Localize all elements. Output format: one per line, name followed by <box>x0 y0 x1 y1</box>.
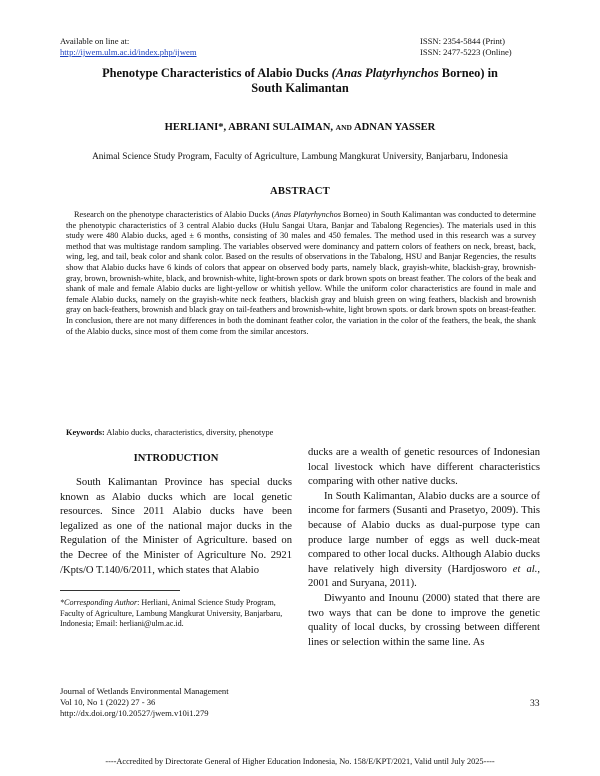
intro-paragraph-1: South Kalimantan Province has special ducks known as Alabio ducks which are local genetic resources. Since 2011 Alabio ducks have been legalized as one of the national major ducks in the Regulation of the Minister of Agriculture. based on the Decree of the Minister of Agriculture No. 2921 /Kpts/O T.140/6/2011, which states that Alabio <box>60 477 292 576</box>
affiliation: Animal Science Study Program, Faculty of Agriculture, Lambung Mangkurat University, Banjarbaru, Indonesia <box>92 152 508 162</box>
author-and: AND <box>335 123 352 132</box>
journal-volume: Vol 10, No 1 (2022) 27 - 36 <box>60 697 156 707</box>
intro-paragraph-2 <box>308 490 540 592</box>
footnote-label: *Corresponding Author <box>60 598 138 607</box>
author-list <box>60 122 540 133</box>
title-part2: Borneo) in <box>438 66 498 80</box>
left-column <box>60 476 292 578</box>
journal-doi: http://dx.doi.org/10.20527/jwem.v10i1.279 <box>60 708 209 718</box>
abstract-heading: ABSTRACT <box>269 186 331 197</box>
issn-online: ISSN: 2477-5223 (Online) <box>420 47 512 57</box>
introduction-heading: INTRODUCTION <box>133 453 219 464</box>
abstract-body <box>66 210 536 337</box>
author-names: HERLIANI*, ABRANI SULAIMAN, <box>164 122 334 133</box>
p2-end: , 2001 and Suryana, 2011). <box>308 563 540 590</box>
page-number: 33 <box>530 698 540 709</box>
abstract-pre: Research on the phenotype characteristics of Alabio Ducks ( <box>74 210 275 219</box>
title-species: (Anas Platyrhynchos <box>331 66 439 80</box>
p2-text: In South Kalimantan, Alabio ducks are a source of income for farmers (Susanti and Prasetyo, 2009). This because of Alabio ducks as dual-purpose type can produce large number of eggs as well duck-meat compared to other local ducks. Although Alabio ducks have relatively high diversity (Hardjosworo <box>308 490 540 575</box>
journal-name: Journal of Wetlands Environmental Management <box>60 686 229 696</box>
paper-title <box>60 66 540 96</box>
abstract-post: Borneo) in South Kalimantan was conducted to determine the phenotypic characteristics of 3 central Alabio ducks (Hulu Sangai Utara, Banjar and Tabalong Regencies). The materials used in this study were 480 Alabio ducks, aged ± 6 months, consisting of 30 males and 450 females. The method used in this research was a survey method that was multistage random sampling. The variables observed were dominancy and pattern colors of feathers on neck, breast, back, wing, leg, and tail, beak color and shank color. Based on the results of observations in the Tabalong, HSU and Banjar Regencies, the results show that Alabio ducks have 6 kinds of colors that appear on observed body parts, namely black, grayish-white, blackish-gray, brownish-gray, brown, brownish-white, black, and brownish-white, light-brown spots or dark brown spots on breast feather. The colors of the beak and shank of male and female Alabio ducks are light-yellow or whitish yellow. While the uniform color characteristics are found in male and female Alabio ducks, namely on the grayish-white neck feathers, blackish gray and bluish green on wing feathers, blackish and brownish gray on back-feathers, brownish and black gray on tail-feathers and brownish-white, light brown spots. or dark brown spots on breast-feather. In conclusion, there are not many differences in both the dominant feather color, the variation in the color of the feathers, the beak, the shank of the Alabio ducks, since most of them come from the similar ancestors. <box>66 210 536 336</box>
intro-paragraph-3: Diwyanto and Inounu (2000) stated that there are two ways that can be done to improve the genetic quality of local ducks, by crossing between different lines or selection within the same line. As <box>308 592 540 648</box>
corresponding-footnote <box>60 598 292 630</box>
journal-url-link[interactable]: http://ijwem.ulm.ac.id/index.php/ijwem <box>60 47 197 57</box>
author-last: ADNAN YASSER <box>354 122 436 133</box>
availability-note <box>60 36 197 58</box>
keywords-label: Keywords: <box>66 428 105 437</box>
footnote-rule <box>60 590 180 591</box>
p2-etal: et al. <box>512 563 538 575</box>
title-line2: South Kalimantan <box>251 81 349 95</box>
abstract-species: Anas Platyrhynchos <box>274 210 341 219</box>
footnote-text: : Herliani, Animal Science Study Program, Faculty of Agriculture, Lambung Mangkurat University, Banjarbaru, Indonesia; Email: herliani@ulm.ac.id. <box>60 598 283 629</box>
intro-continuation: ducks are a wealth of genetic resources of Indonesian local livestock which have different characteristics comparing with other native ducks. <box>308 447 540 488</box>
title-part1: Phenotype Characteristics of Alabio Ducks <box>102 66 332 80</box>
keywords-text: Alabio ducks, characteristics, diversity, phenotype <box>104 428 274 437</box>
issn-block <box>420 36 512 58</box>
issn-print: ISSN: 2354-5844 (Print) <box>420 36 505 46</box>
journal-footer <box>60 686 229 719</box>
available-label: Available on line at: <box>60 36 130 46</box>
keywords <box>66 428 536 437</box>
accreditation-line: ----Accredited by Directorate General of Higher Education Indonesia, No. 158/E/KPT/2021, Valid until July 2025---- <box>105 757 495 766</box>
right-column <box>308 446 540 650</box>
